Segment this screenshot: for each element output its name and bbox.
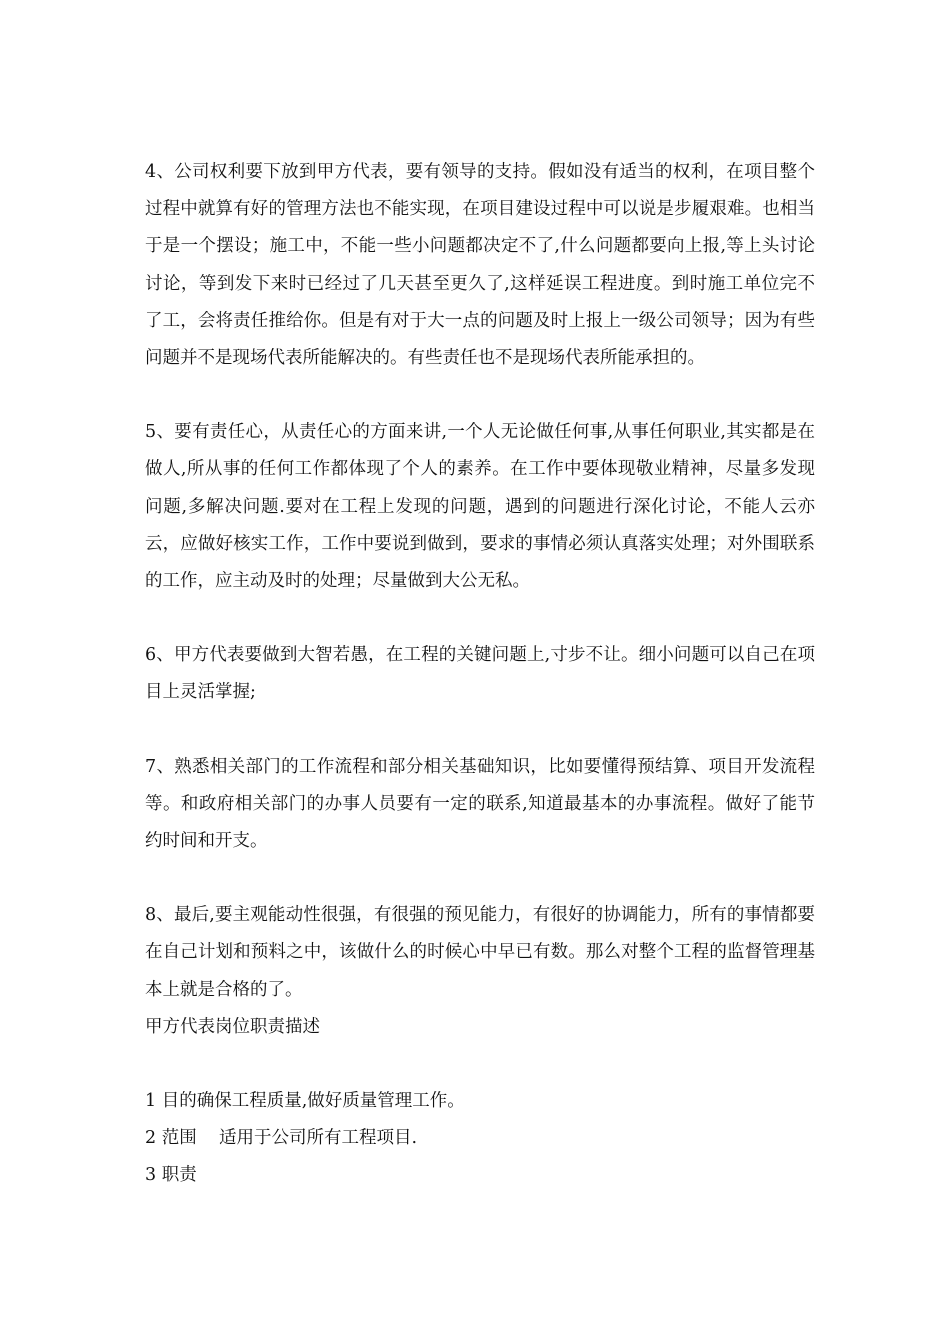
item-purpose: 1 目的确保工程质量,做好质量管理工作。	[145, 1091, 465, 1112]
item-duties: 3 职责	[145, 1165, 197, 1186]
paragraph-4: 4、公司权利要下放到甲方代表，要有领导的支持。假如没有适当的权利，在项目整个过程中就算有好的管理方法也不能实现，在项目建设过程中可以说是步履艰难。也相当于是一个摆设；施工中，不能一些小问题都决定不了,什么问题都要向上报,等上头讨论讨论，等到发下来时已经过了几天甚至更久了,这样延误工程进度。到时施工单位完不了工，会将责任推给你。但是有对于大一点的问题及时上报上一级公司领导；因为有些问题并不是现场代表所能解决的。有些责任也不是现场代表所能承担的。	[145, 162, 815, 369]
paragraph-5: 5、要有责任心，从责任心的方面来讲,一个人无论做任何事,从事任何职业,其实都是在做人,所从事的任何工作都体现了个人的素养。在工作中要体现敬业精神，尽量多发现问题,多解决问题.要对在工程上发现的问题，遇到的问题进行深化讨论，不能人云亦云，应做好核实工作，工作中要说到做到，要求的事情必须认真落实处理；对外围联系的工作，应主动及时的处理；尽量做到大公无私。	[145, 422, 815, 592]
paragraph-spacer	[145, 860, 815, 897]
paragraph-spacer	[145, 712, 815, 749]
paragraph-spacer	[145, 600, 815, 637]
item-scope: 2 范围 适用于公司所有工程项目.	[145, 1128, 418, 1149]
document-body	[145, 154, 815, 1195]
paragraph-8: 8、最后,要主观能动性很强，有很强的预见能力，有很好的协调能力，所有的事情都要在自己计划和预料之中，该做什么的时候心中早已有数。那么对整个工程的监督管理基本上就是合格的了。	[145, 905, 815, 1000]
paragraph-spacer	[145, 377, 815, 414]
paragraph-spacer	[145, 1046, 815, 1083]
paragraph-6: 6、甲方代表要做到大智若愚，在工程的关键问题上,寸步不让。细小问题可以自己在项目上灵活掌握;	[145, 645, 815, 703]
section-title: 甲方代表岗位职责描述	[145, 1016, 320, 1037]
paragraph-7: 7、熟悉相关部门的工作流程和部分相关基础知识，比如要懂得预结算、项目开发流程等。和政府相关部门的办事人员要有一定的联系,知道最基本的办事流程。做好了能节约时间和开支。	[145, 756, 815, 852]
